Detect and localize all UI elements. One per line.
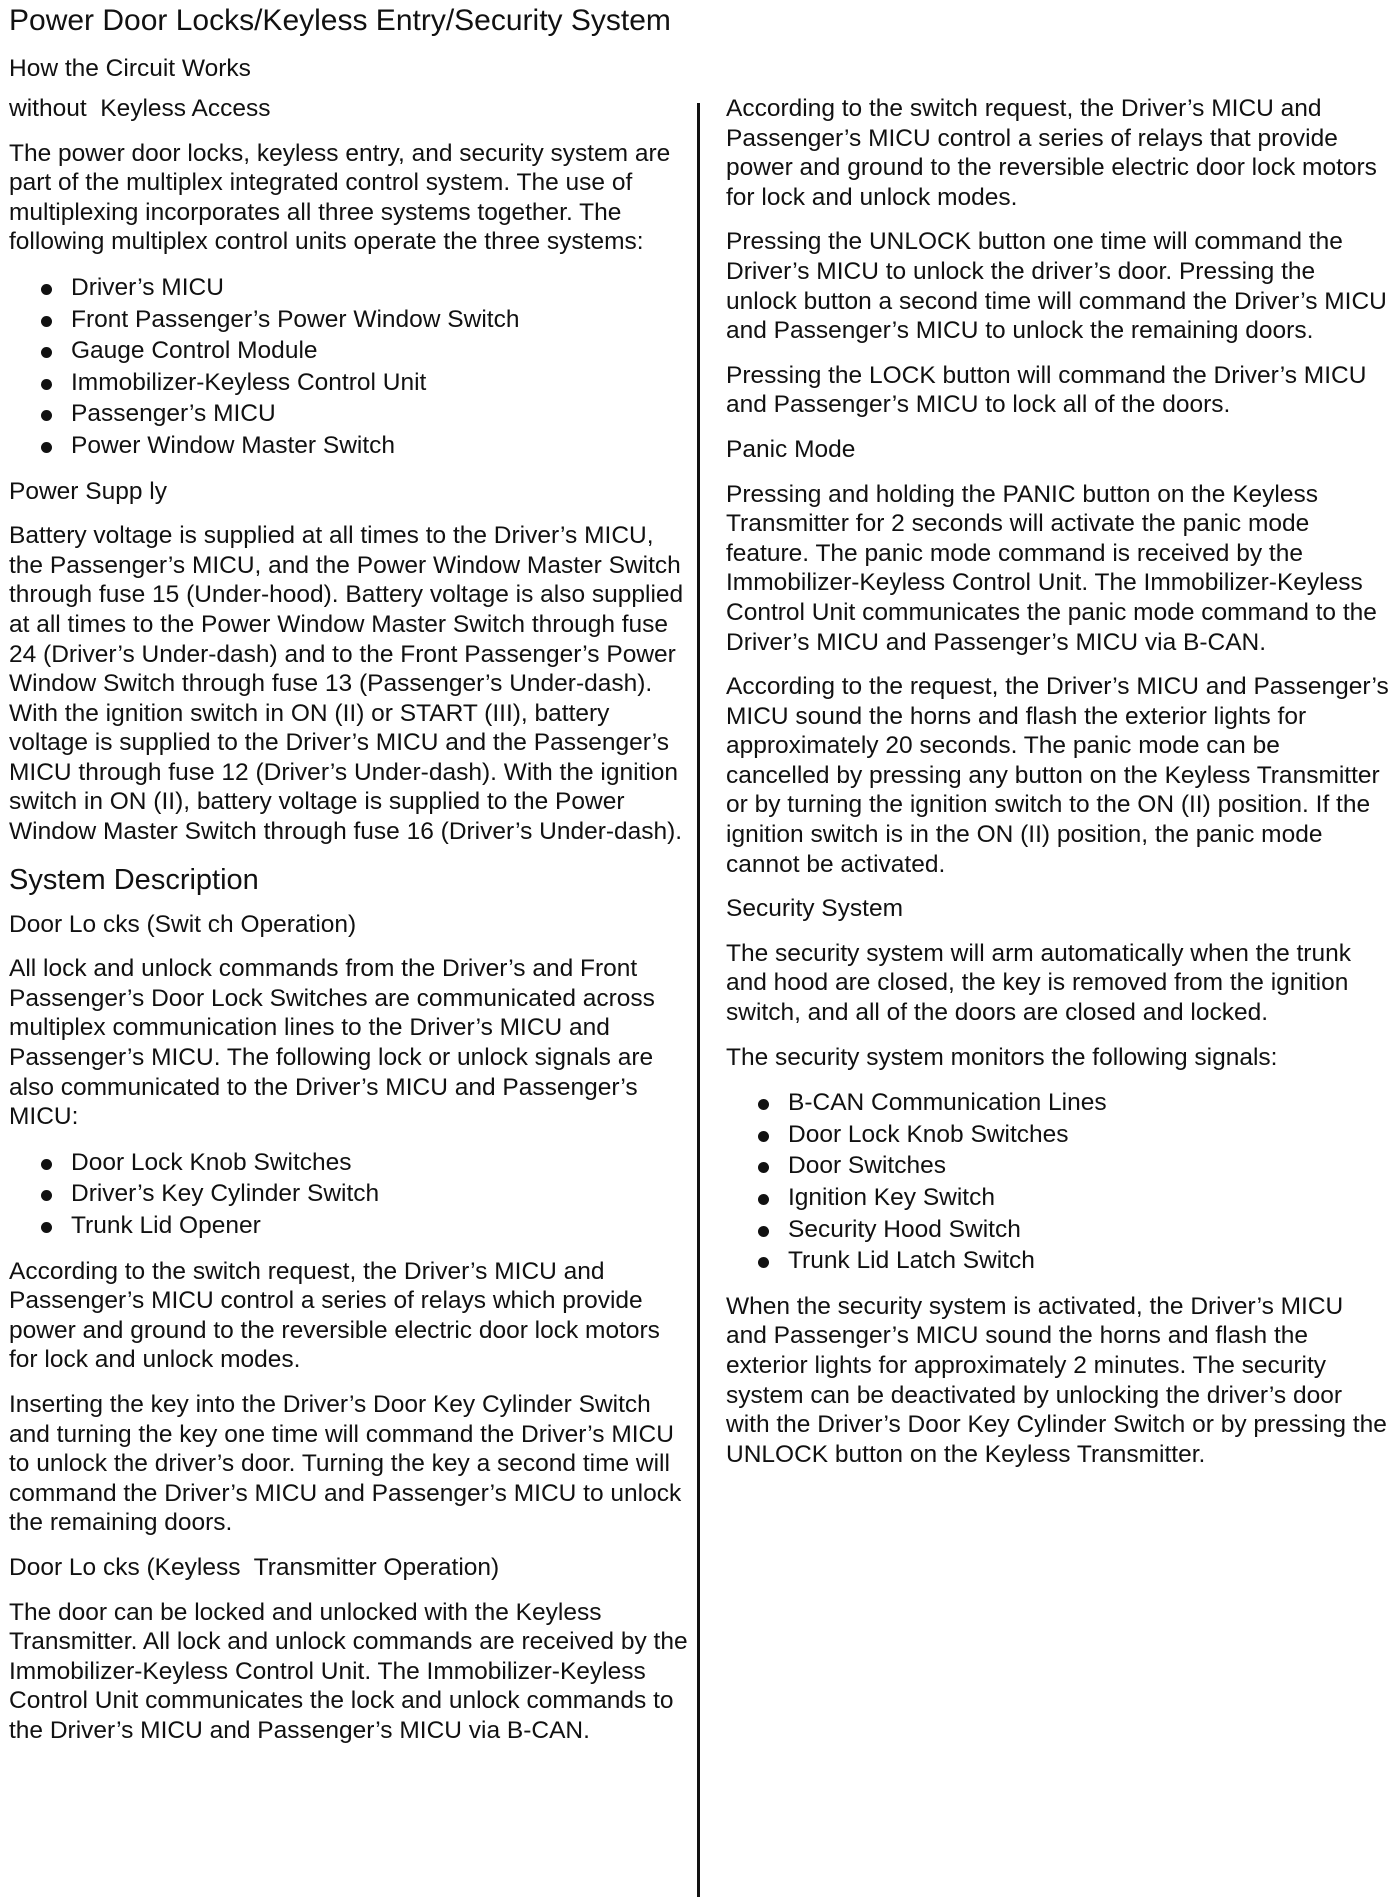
list-item: Immobilizer-Keyless Control Unit (9, 367, 691, 399)
list-item: Passenger’s MICU (9, 398, 691, 430)
transmitter-operation-paragraph: The door can be locked and unlocked with the Keyless Transmitter. All lock and unlock commands are received by the Immobilizer-Keyless Control Unit. The Immobilizer-Keyless Control Unit communicates the lock and unlock commands to the Driver’s MICU and Passenger’s MICU via B-CAN. (9, 1598, 688, 1744)
list-item: Security Hood Switch (726, 1214, 1390, 1246)
monitored-signals-list (726, 1087, 1390, 1277)
control-units-list (9, 272, 691, 462)
list-item: Driver’s MICU (9, 272, 691, 304)
panic-mode-paragraph-2: According to the request, the Driver’s MICU and Passenger’s MICU sound the horns and flash the exterior lights for approximately 20 seconds. The panic mode can be cancelled by pressing any button on the Keyless Transmitter or by turning the ignition switch to the ON (II) position. If the ignition switch is in the ON (II) position, the panic mode cannot be activated. (726, 673, 1389, 878)
list-item: Door Lock Knob Switches (9, 1147, 691, 1179)
panic-mode-heading: Panic Mode (726, 435, 856, 463)
page-subtitle: How the Circuit Works (9, 55, 251, 82)
security-arm-paragraph: The security system will arm automatically when the trunk and hood are closed, the key is removed from the ignition switch, and all of the doors are closed and locked. (726, 939, 1351, 1027)
variant-heading: without Keyless Access (9, 95, 271, 122)
panic-mode-paragraph: Pressing and holding the PANIC button on the Keyless Transmitter for 2 seconds will activate the panic mode feature. The panic mode command is received by the Immobilizer-Keyless Control Unit. The Immobilizer-Keyless Control Unit communicates the panic mode command to the Driver’s MICU and Passenger’s MICU via B-CAN. (726, 480, 1377, 656)
key-cylinder-paragraph: Inserting the key into the Driver’s Door Key Cylinder Switch and turning the key one time will command the Driver’s MICU to unlock the driver’s door. Turning the key a second time will command the Driver’s MICU and Passenger’s MICU to unlock the remaining doors. (9, 1390, 682, 1537)
system-description-heading: System Description (9, 863, 259, 896)
list-item: B-CAN Communication Lines (726, 1087, 1390, 1119)
list-item: Door Lock Knob Switches (726, 1119, 1390, 1151)
right-column (726, 94, 1390, 1484)
monitor-paragraph: The security system monitors the following signals: (726, 1043, 1278, 1071)
relay-paragraph: According to the switch request, the Driver’s MICU and Passenger’s MICU control a series of relays which provide power and ground to the reversible electric door lock motors for lock and unlock modes. (9, 1257, 660, 1374)
security-activated-paragraph: When the security system is activated, the Driver’s MICU and Passenger’s MICU sound the horns and flash the exterior lights for approximately 2 minutes. The security system can be deactivated by unlocking the driver’s door with the Driver’s Door Key Cylinder Switch or by pressing the UNLOCK button on the Keyless Transmitter. (726, 1292, 1387, 1468)
switch-operation-paragraph: All lock and unlock commands from the Driver’s and Front Passenger’s Door Lock Switches are communicated across multiplex communication lines to the Driver’s MICU and Passenger’s MICU. The following lock or unlock signals are also communicated to the Driver’s MICU and Passenger’s MICU: (9, 955, 655, 1131)
security-system-heading: Security System (726, 895, 903, 923)
list-item: Gauge Control Module (9, 335, 691, 367)
list-item: Front Passenger’s Power Window Switch (9, 304, 691, 336)
lock-paragraph: Pressing the LOCK button will command the Driver’s MICU and Passenger’s MICU to lock all of the doors. (726, 361, 1367, 419)
signals-list (9, 1147, 691, 1242)
switch-operation-heading: Door Lo cks (Swit ch Operation) (9, 910, 357, 938)
list-item: Ignition Key Switch (726, 1182, 1390, 1214)
column-divider (697, 103, 700, 1897)
list-item: Power Window Master Switch (9, 430, 691, 462)
list-item: Driver’s Key Cylinder Switch (9, 1178, 691, 1210)
page-title: Power Door Locks/Keyless Entry/Security System (9, 4, 671, 37)
list-item: Door Switches (726, 1150, 1390, 1182)
relay-paragraph: According to the switch request, the Driver’s MICU and Passenger’s MICU control a series of relays that provide power and ground to the reversible electric door lock motors for lock and unlock modes. (726, 95, 1377, 211)
transmitter-operation-heading: Door Lo cks (Keyless Transmitter Operation) (9, 1553, 500, 1581)
power-supply-paragraph: Battery voltage is supplied at all times to the Driver’s MICU, the Passenger’s MICU, and the Power Window Master Switch through fuse 15 (Under-hood). Battery voltage is also supplied at all times to the Power Window Master Switch through fuse 24 (Driver’s Under-dash) and to the Front Passenger’s Power Window Switch through fuse 13 (Passenger’s Under-dash). With the ignition switch in ON (II) or START (III), battery voltage is supplied to the Driver’s MICU and the Passenger’s MICU through fuse 12 (Driver’s Under-dash). With the ignition switch in ON (II), battery voltage is supplied to the Power Window Master Switch through fuse 16 (Driver’s Under-dash). (9, 522, 684, 846)
list-item: Trunk Lid Latch Switch (726, 1245, 1390, 1277)
left-column (9, 94, 691, 1761)
list-item: Trunk Lid Opener (9, 1210, 691, 1242)
power-supply-heading: Power Supp ly (9, 477, 167, 505)
intro-paragraph: The power door locks, keyless entry, and security system are part of the multiplex integrated control system. The use of multiplexing incorporates all three systems together. The following multiplex control units operate the three systems: (9, 139, 671, 256)
unlock-paragraph: Pressing the UNLOCK button one time will command the Driver’s MICU to unlock the driver’s door. Pressing the unlock button a second time will command the Driver’s MICU and Passenger’s MICU to unlock the remaining doors. (726, 228, 1387, 345)
